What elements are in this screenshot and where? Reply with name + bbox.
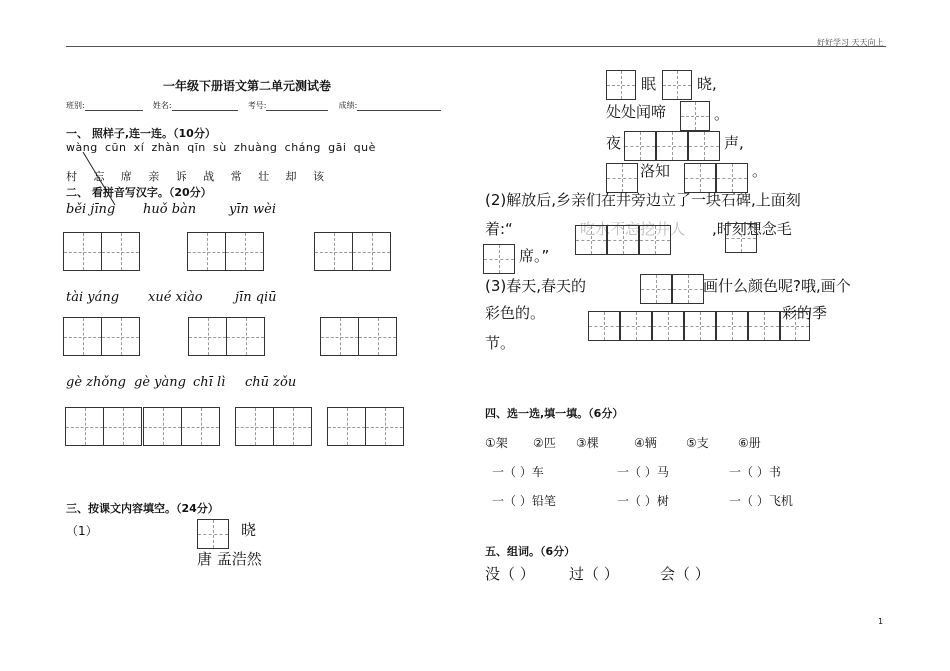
char-item: 忘 (93, 170, 105, 183)
poem-line4-end: 。 (752, 162, 768, 180)
option-item: ⑥册 (738, 436, 761, 450)
option-item: ③棵 (576, 436, 599, 450)
writing-box[interactable] (358, 317, 397, 356)
writing-box[interactable] (63, 232, 102, 271)
page-number: 1 (878, 617, 884, 626)
pinyin-item: qīn (187, 141, 206, 154)
writing-box[interactable] (327, 407, 366, 446)
poem-line2: 处处闻啼 (606, 103, 667, 121)
pinyin-word: xué xiào (148, 290, 203, 305)
poem-line3-end: 声, (724, 134, 744, 152)
fill-box[interactable] (672, 274, 704, 304)
name-label: 姓名: (152, 101, 172, 110)
measure-item[interactable]: 一（ ）树 (617, 494, 669, 508)
writing-box[interactable] (352, 232, 391, 271)
pinyin-item: sù (213, 141, 227, 154)
fill-box[interactable] (607, 225, 639, 255)
measure-item[interactable]: 一（ ）车 (492, 465, 544, 479)
writing-box[interactable] (365, 407, 404, 446)
number-label: 考号: (247, 101, 267, 110)
fill-box[interactable] (688, 131, 720, 161)
writing-box[interactable] (273, 407, 312, 446)
word-item[interactable]: 过（ ） (569, 565, 619, 583)
q2-line1: (2)解放后,乡亲们在井旁边立了一块石碑,上面刻 (485, 191, 801, 209)
section2-heading: 二、 看拼音写汉字。（20分） (66, 186, 212, 199)
char-item: 村 (66, 170, 77, 183)
section1-heading: 一、 照样子,连一连。（10分） (66, 127, 216, 140)
poem-line4: 洛知 (640, 162, 671, 180)
q2-line3: 席。” (519, 247, 550, 265)
pinyin-item: wàng (66, 141, 98, 154)
writing-box[interactable] (235, 407, 274, 446)
q2-answer-hint: 吃水不忘挖井人 (580, 220, 686, 238)
pinyin-word: tài yáng (66, 290, 120, 305)
example-link-line (80, 150, 130, 210)
char-item: 常 (230, 170, 242, 183)
char-item: 诉 (175, 170, 187, 183)
option-item: ①架 (485, 436, 508, 450)
pinyin-item: cūn (104, 141, 127, 154)
measure-item[interactable]: 一（ ）飞机 (729, 494, 793, 508)
class-field[interactable] (85, 100, 143, 111)
fill-box[interactable] (748, 311, 780, 341)
writing-box[interactable] (63, 317, 102, 356)
option-item: ④辆 (634, 436, 657, 450)
fill-box[interactable] (624, 131, 656, 161)
char-item: 亲 (148, 170, 160, 183)
writing-box[interactable] (65, 407, 104, 446)
pinyin-word: chū zǒu (245, 375, 297, 390)
section3-heading: 三、按课文内容填空。（24分） (66, 502, 219, 515)
option-item: ②匹 (533, 436, 556, 450)
q2-line2c: ,时刻想念毛 (712, 220, 792, 238)
writing-box[interactable] (101, 232, 140, 271)
pinyin-item: zhàn (151, 141, 180, 154)
word-item[interactable]: 会（ ） (660, 565, 710, 583)
fill-box[interactable] (197, 519, 229, 549)
poem-line2-end: 。 (714, 105, 730, 123)
pinyin-item: xí (133, 141, 145, 154)
writing-box[interactable] (143, 407, 182, 446)
fill-box[interactable] (620, 311, 652, 341)
pinyin-word: běi jīng (66, 202, 116, 217)
section4-heading: 四、选一选,填一填。（6分） (485, 407, 624, 420)
pinyin-word: jīn qiū (235, 290, 277, 305)
name-field[interactable] (172, 100, 238, 111)
poem-line3: 夜 (606, 134, 622, 152)
fill-box[interactable] (656, 131, 688, 161)
pinyin-word: gè zhǒng (66, 375, 126, 390)
fill-box[interactable] (588, 311, 620, 341)
measure-item[interactable]: 一（ ）铅笔 (492, 494, 556, 508)
pinyin-word: chī lì (193, 375, 226, 390)
pinyin-item: zhuàng (233, 141, 278, 154)
writing-box[interactable] (187, 232, 226, 271)
page-title: 一年级下册语文第二单元测试卷 (163, 79, 332, 93)
char-item: 壮 (258, 170, 270, 183)
header-rule (66, 46, 886, 47)
poem-line1-end: 晓, (697, 75, 717, 93)
number-field[interactable] (266, 100, 328, 111)
question1-label: （1） (66, 524, 98, 538)
fill-box[interactable] (716, 311, 748, 341)
writing-box[interactable] (314, 232, 353, 271)
fill-box[interactable] (606, 70, 636, 100)
measure-item[interactable]: 一（ ）书 (729, 465, 781, 479)
word-item[interactable]: 没（ ） (485, 565, 535, 583)
q3-line2a: 彩色的。 (485, 304, 546, 322)
fill-box[interactable] (652, 311, 684, 341)
q3-line3: 节。 (485, 334, 516, 352)
score-label: 成绩: (338, 101, 358, 110)
poem-author: 唐 孟浩然 (197, 550, 262, 568)
option-item: ⑤支 (686, 436, 709, 450)
pinyin-word: gè yàng (134, 375, 186, 390)
pinyin-item: cháng (284, 141, 321, 154)
writing-box[interactable] (188, 317, 227, 356)
student-info (66, 100, 441, 111)
fill-box[interactable] (725, 223, 757, 253)
char-item: 战 (203, 170, 215, 183)
fill-box[interactable] (684, 311, 716, 341)
q3-line1b: 画什么颜色呢?哦,画个 (703, 277, 851, 295)
fill-box[interactable] (662, 70, 692, 100)
writing-box[interactable] (103, 407, 142, 446)
poem-line1-char: 眠 (641, 75, 657, 93)
writing-box[interactable] (320, 317, 359, 356)
q2-line2a: 着:“ (485, 220, 513, 238)
char-item: 席 (120, 170, 132, 183)
class-label: 班别: (66, 101, 85, 110)
pinyin-word: yīn wèi (229, 202, 276, 217)
q3-line1a: (3)春天,春天的 (485, 277, 587, 295)
writing-box[interactable] (101, 317, 140, 356)
pinyin-item: què (353, 141, 376, 154)
fill-box[interactable] (639, 225, 671, 255)
writing-box[interactable] (181, 407, 220, 446)
char-item: 却 (285, 170, 297, 183)
header-slogan: 好好学习 天天向上 (817, 38, 884, 47)
fill-box[interactable] (640, 274, 672, 304)
pinyin-item: gāi (328, 141, 347, 154)
fill-box[interactable] (575, 225, 607, 255)
pinyin-word: huǒ bàn (143, 202, 197, 217)
char-item: 该 (312, 170, 324, 183)
fill-box[interactable] (680, 101, 710, 131)
fill-box[interactable] (483, 244, 515, 274)
section5-heading: 五、组词。（6分） (485, 545, 576, 558)
q3-line2b: 彩的季 (782, 304, 828, 322)
writing-box[interactable] (225, 232, 264, 271)
writing-box[interactable] (226, 317, 265, 356)
measure-item[interactable]: 一（ ）马 (617, 465, 669, 479)
poem-title-char: 晓 (241, 521, 257, 539)
score-field[interactable] (357, 100, 441, 111)
